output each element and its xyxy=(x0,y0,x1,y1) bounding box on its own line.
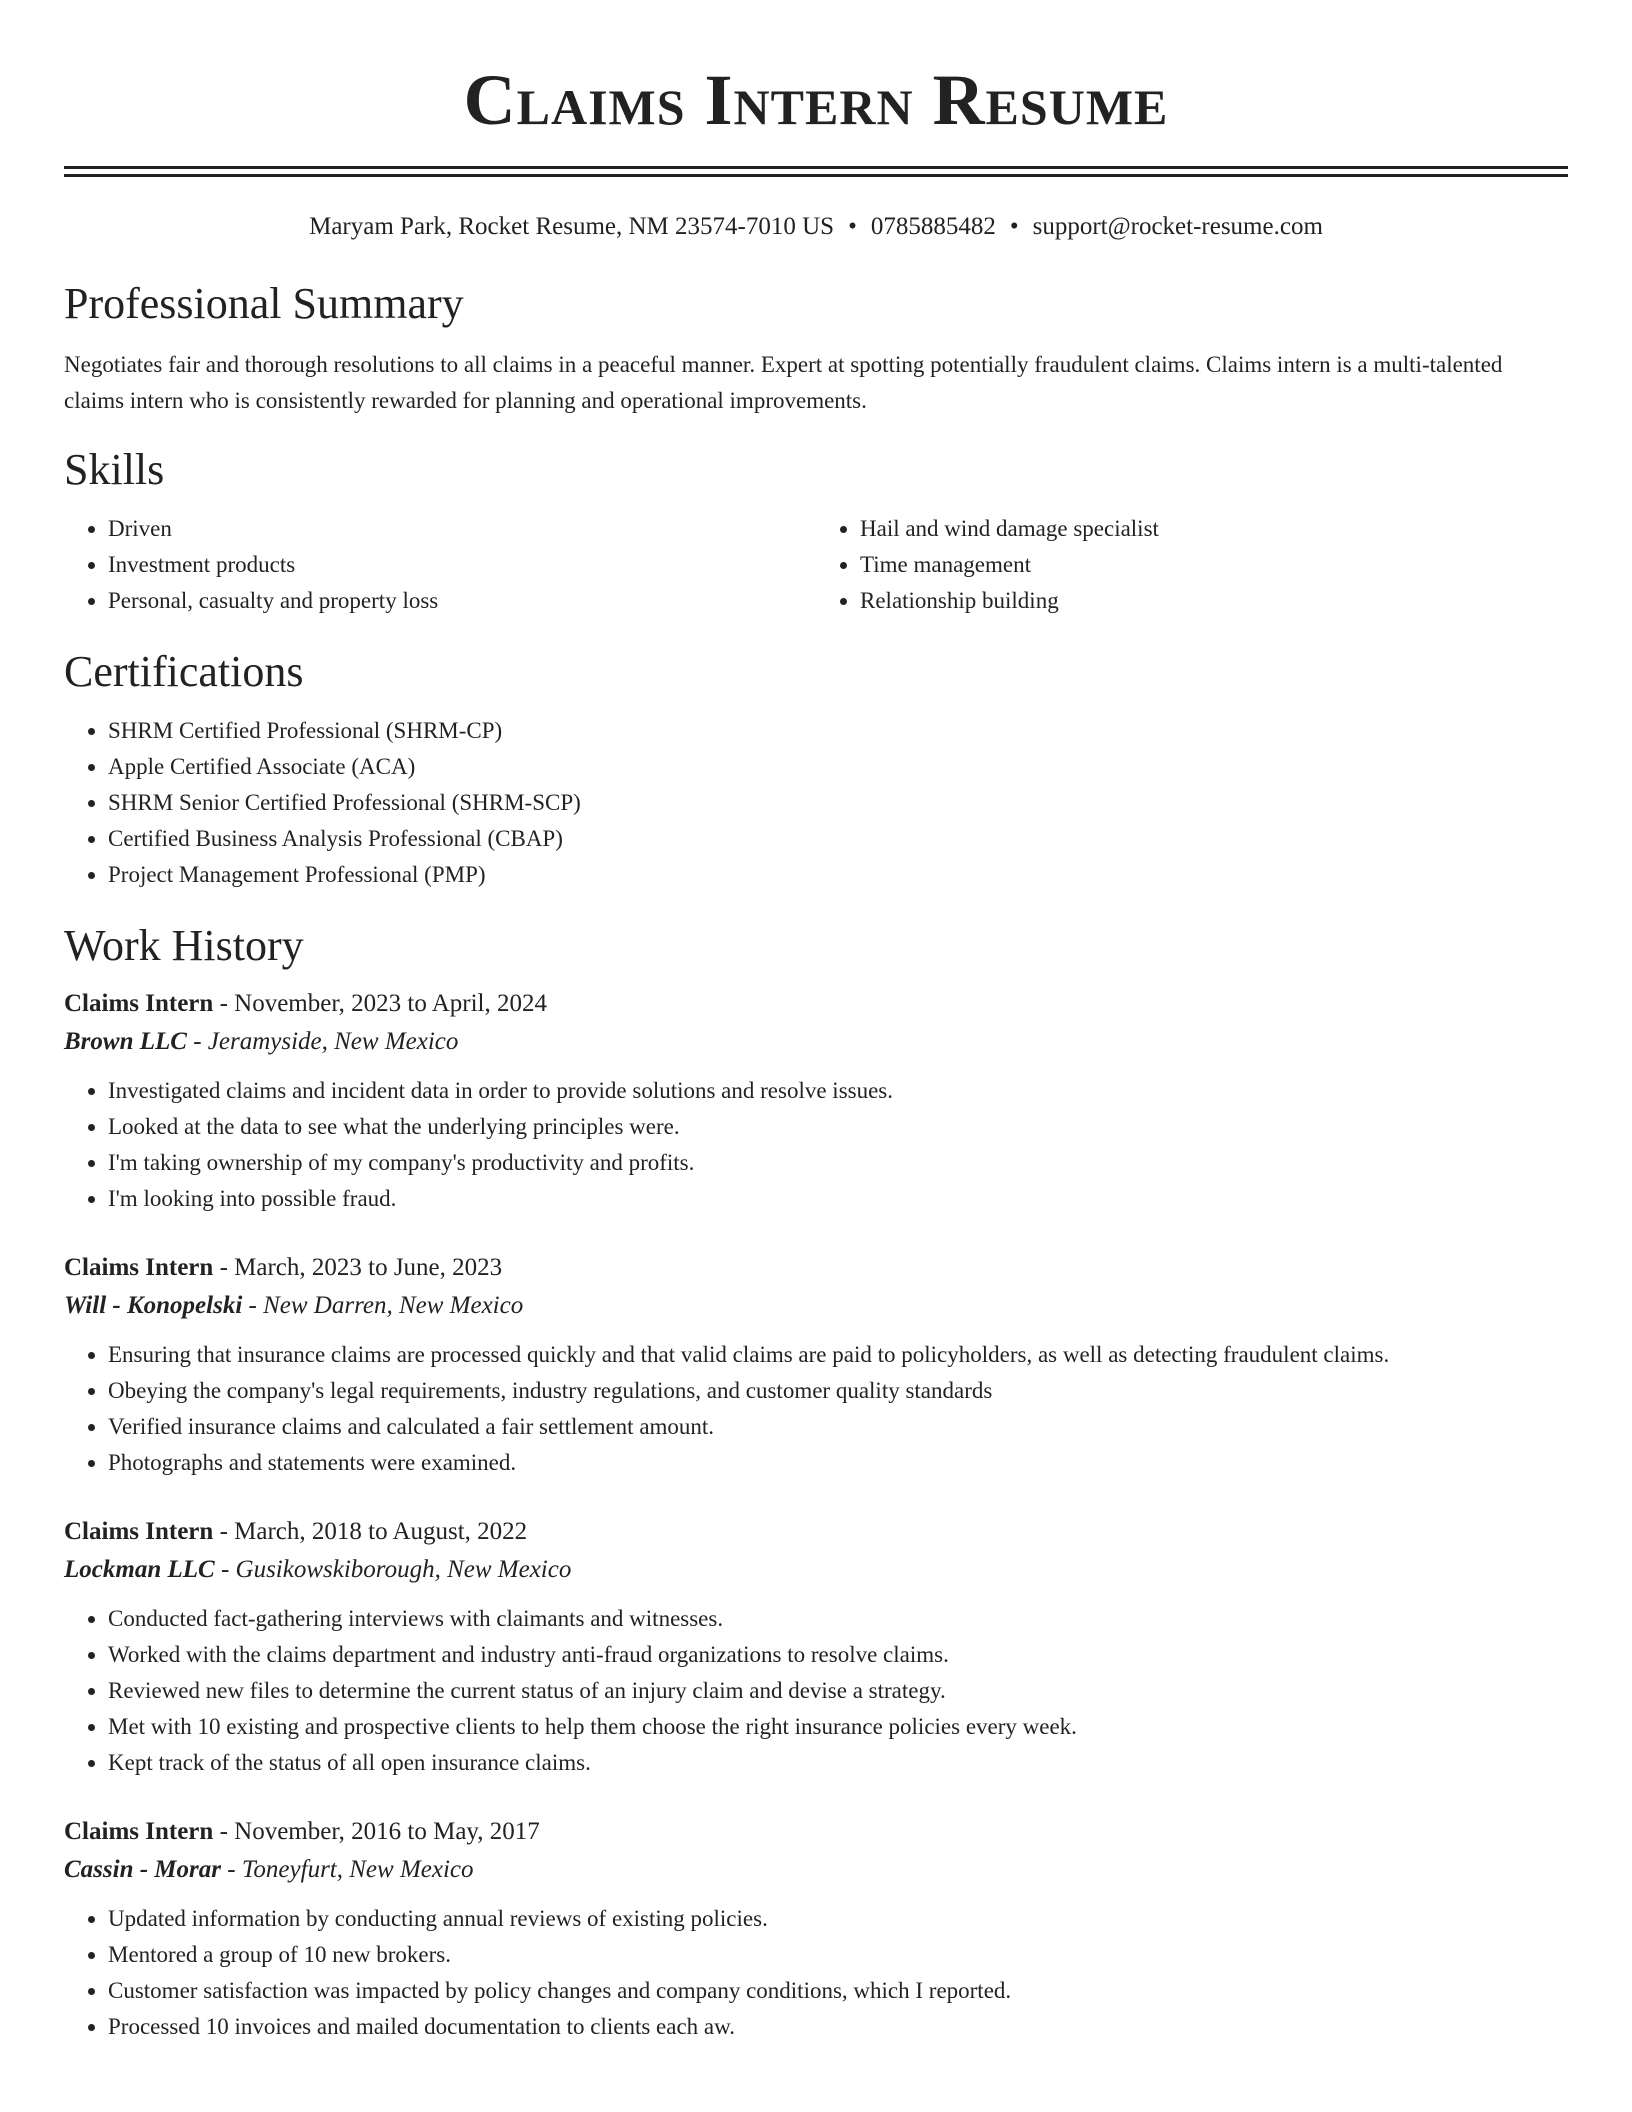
job-header xyxy=(64,985,1568,1023)
skills-heading: Skills xyxy=(64,445,165,494)
skill-item: • Relationship building xyxy=(860,583,1568,619)
contact-email: support@rocket-resume.com xyxy=(1032,213,1323,240)
job-bullet: • Investigated claims and incident data in order to provide solutions and resolve issues. xyxy=(108,1073,1568,1109)
job-bullets xyxy=(64,1601,1568,1781)
company-line xyxy=(64,1023,1568,1061)
company-name: Will - Konopelski xyxy=(64,1292,243,1319)
job-bullet: • I'm looking into possible fraud. xyxy=(108,1181,1568,1217)
job-bullet: • Conducted fact-gathering interviews with claimants and witnesses. xyxy=(108,1601,1568,1637)
job-bullet: • Photographs and statements were examined. xyxy=(108,1445,1568,1481)
skills-section xyxy=(64,511,1568,619)
skill-item: • Hail and wind damage specialist xyxy=(860,511,1568,547)
skills-column-right xyxy=(816,511,1568,619)
certification-item: • Certified Business Analysis Professional (CBAP) xyxy=(108,821,1568,857)
job-entry xyxy=(64,1249,1568,1481)
job-header xyxy=(64,1249,1568,1287)
skills-list-left xyxy=(64,511,816,619)
contact-phone: 0785885482 xyxy=(870,213,996,240)
job-bullet: • Verified insurance claims and calculated a fair settlement amount. xyxy=(108,1409,1568,1445)
company-name: Lockman LLC xyxy=(64,1556,215,1583)
certifications-list xyxy=(64,713,1568,893)
certification-item: • SHRM Certified Professional (SHRM-CP) xyxy=(108,713,1568,749)
summary-text: Negotiates fair and thorough resolutions to all claims in a peaceful manner. Expert at spotting potentially fraudulent claims. Claims intern is a multi-talented claims intern who is consistently rewarded for planning and operational improvements. xyxy=(64,352,1503,413)
company-line xyxy=(64,1287,1568,1325)
company-location: - Gusikowskiborough, New Mexico xyxy=(214,1556,572,1583)
job-title: Claims Intern xyxy=(64,990,214,1017)
work-history-heading: Work History xyxy=(64,921,304,970)
job-bullet: • Obeying the company's legal requirements, industry regulations, and customer quality standards xyxy=(108,1373,1568,1409)
job-title: Claims Intern xyxy=(64,1254,214,1281)
job-bullets xyxy=(64,1901,1568,2045)
certification-item: • Project Management Professional (PMP) xyxy=(108,857,1568,893)
job-title: Claims Intern xyxy=(64,1818,214,1845)
job-entry xyxy=(64,985,1568,1217)
company-name: Brown LLC xyxy=(64,1028,187,1055)
skills-column-left xyxy=(64,511,816,619)
summary-heading: Professional Summary xyxy=(64,279,464,328)
resume-title: Claims Intern Resume xyxy=(463,60,1169,140)
title-divider xyxy=(64,166,1568,177)
job-header xyxy=(64,1513,1568,1551)
company-line xyxy=(64,1851,1568,1889)
company-line xyxy=(64,1551,1568,1589)
job-bullets xyxy=(64,1073,1568,1217)
company-location: - Toneyfurt, New Mexico xyxy=(221,1856,474,1883)
company-location: - Jeramyside, New Mexico xyxy=(186,1028,459,1055)
skills-list-right xyxy=(816,511,1568,619)
job-bullet: • Kept track of the status of all open insurance claims. xyxy=(108,1745,1568,1781)
job-bullet: • Worked with the claims department and industry anti-fraud organizations to resolve claims. xyxy=(108,1637,1568,1673)
job-bullet: • Looked at the data to see what the underlying principles were. xyxy=(108,1109,1568,1145)
contact-address: Maryam Park, Rocket Resume, NM 23574-7010 US xyxy=(309,213,835,240)
contact-line xyxy=(64,211,1568,243)
skill-item: • Investment products xyxy=(108,547,816,583)
job-entry xyxy=(64,1513,1568,1781)
job-bullet: • Customer satisfaction was impacted by policy changes and company conditions, which I reported. xyxy=(108,1973,1568,2009)
job-bullet: • Ensuring that insurance claims are processed quickly and that valid claims are paid to policyholders, as well as detecting fraudulent claims. xyxy=(108,1337,1568,1373)
certifications-heading: Certifications xyxy=(64,647,304,696)
company-name: Cassin - Morar xyxy=(64,1856,221,1883)
job-header xyxy=(64,1813,1568,1851)
job-entry xyxy=(64,1813,1568,2045)
job-dates: - November, 2023 to April, 2024 xyxy=(213,990,547,1017)
job-bullet: • Updated information by conducting annual reviews of existing policies. xyxy=(108,1901,1568,1937)
job-dates: - March, 2023 to June, 2023 xyxy=(213,1254,503,1281)
job-bullet: • Met with 10 existing and prospective clients to help them choose the right insurance policies every week. xyxy=(108,1709,1568,1745)
contact-separator: • xyxy=(848,213,857,240)
job-dates: - November, 2016 to May, 2017 xyxy=(213,1818,540,1845)
job-dates: - March, 2018 to August, 2022 xyxy=(213,1518,528,1545)
skill-item: • Personal, casualty and property loss xyxy=(108,583,816,619)
skill-item: • Time management xyxy=(860,547,1568,583)
company-location: - New Darren, New Mexico xyxy=(242,1292,524,1319)
job-bullet: • Reviewed new files to determine the current status of an injury claim and devise a strategy. xyxy=(108,1673,1568,1709)
contact-separator: • xyxy=(1009,213,1019,240)
skill-item: • Driven xyxy=(108,511,816,547)
certification-item: • SHRM Senior Certified Professional (SHRM-SCP) xyxy=(108,785,1568,821)
job-bullets xyxy=(64,1337,1568,1481)
job-bullet: • I'm taking ownership of my company's productivity and profits. xyxy=(108,1145,1568,1181)
certification-item: • Apple Certified Associate (ACA) xyxy=(108,749,1568,785)
job-bullet: • Mentored a group of 10 new brokers. xyxy=(108,1937,1568,1973)
job-title: Claims Intern xyxy=(64,1518,214,1545)
job-bullet: • Processed 10 invoices and mailed documentation to clients each aw. xyxy=(108,2009,1568,2045)
